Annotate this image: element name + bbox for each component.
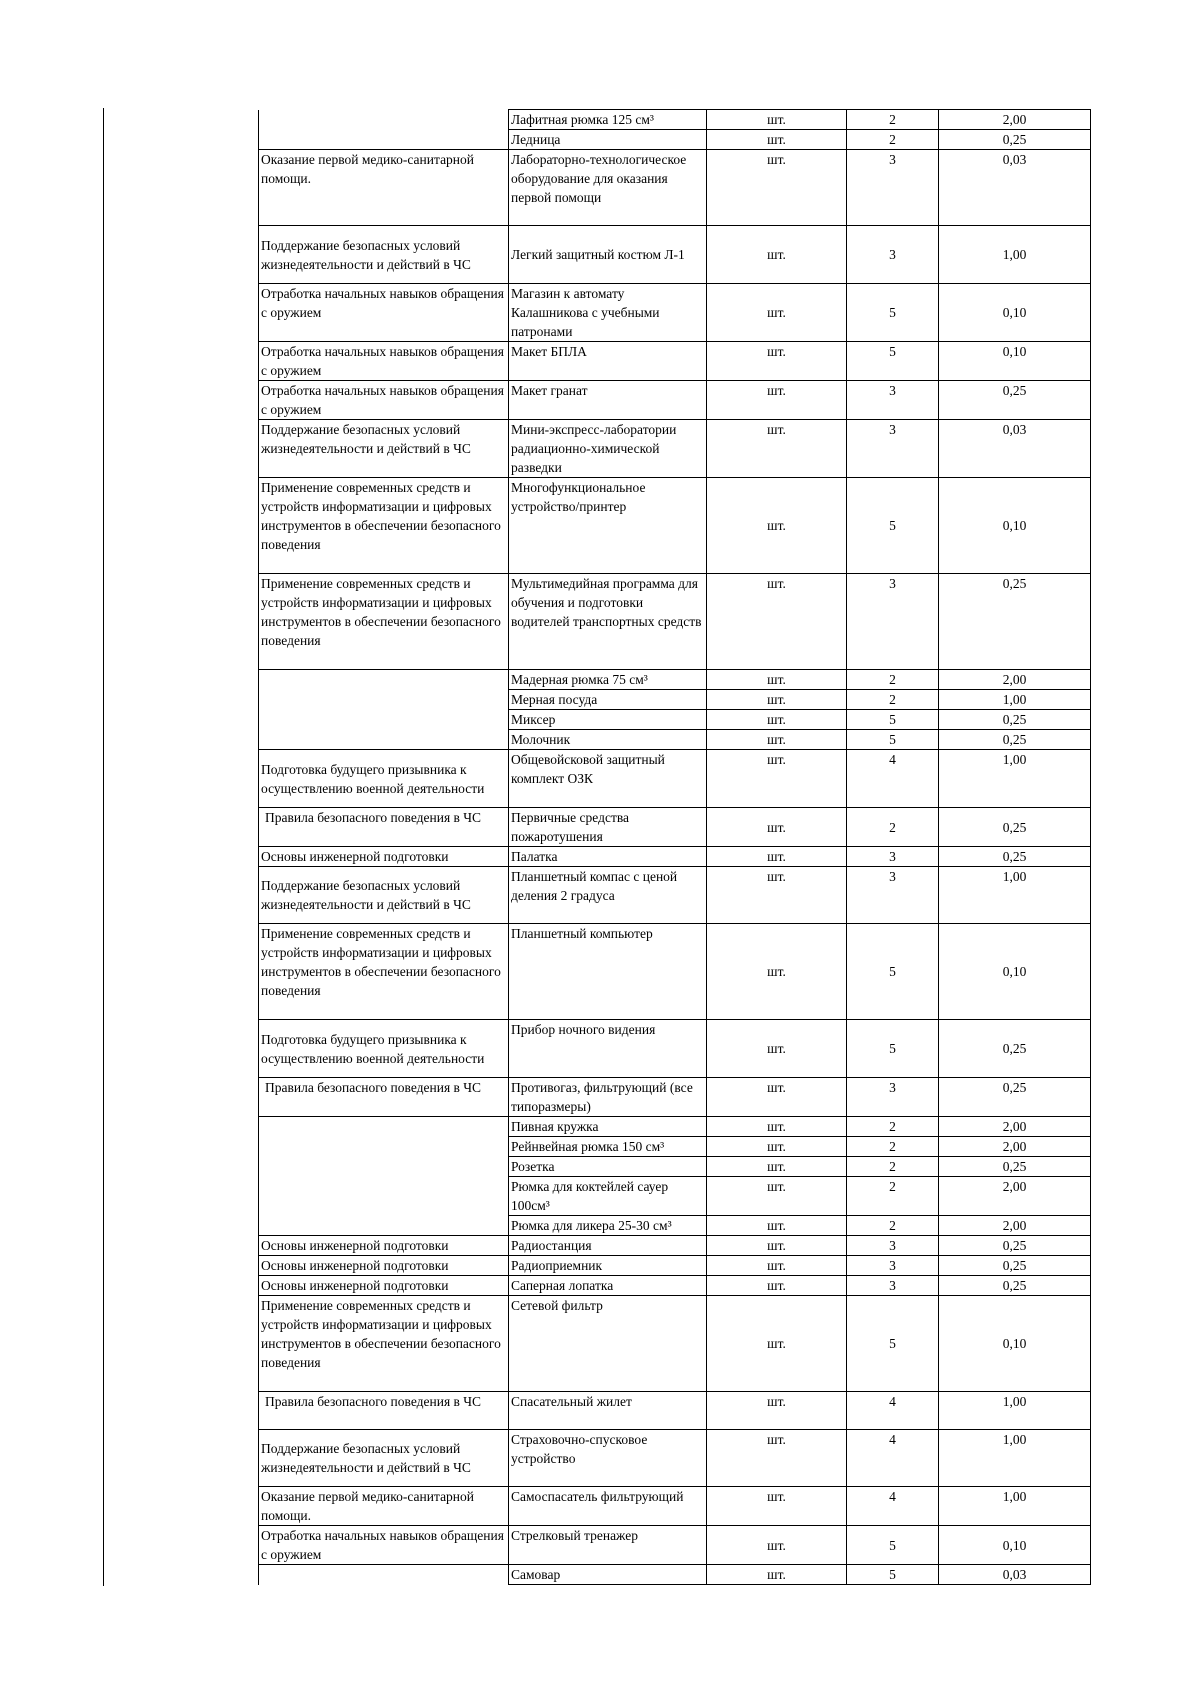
unit-cell: шт. (707, 342, 847, 381)
item-cell: Легкий защитный костюм Л-1 (509, 226, 707, 284)
unit-cell: шт. (707, 284, 847, 342)
unit-cell: шт. (707, 847, 847, 867)
item-cell: Мини-экспресс-лаборатории радиационно-химической разведки (509, 420, 707, 478)
item-cell: Пивная кружка (509, 1117, 707, 1137)
level-cell: 3 (847, 847, 939, 867)
item-cell: Планшетный компьютер (509, 924, 707, 1020)
table-row (259, 1430, 1091, 1487)
level-cell: 4 (847, 750, 939, 808)
section-cell: Поддержание безопасных условий жизнедеятельности и действий в ЧС (259, 226, 509, 284)
table-row (259, 110, 1091, 130)
table-row (259, 1137, 1091, 1157)
left-margin-rule (103, 108, 104, 1586)
norm-cell: 0,25 (939, 381, 1091, 420)
section-cell: Отработка начальных навыков обращения с оружием (259, 1526, 509, 1565)
norm-cell: 0,10 (939, 342, 1091, 381)
item-cell: Магазин к автомату Калашникова с учебными патронами (509, 284, 707, 342)
unit-cell: шт. (707, 750, 847, 808)
table-row (259, 574, 1091, 670)
section-cell (259, 1177, 509, 1216)
item-cell: Палатка (509, 847, 707, 867)
section-cell: Применение современных средств и устройств информатизации и цифровых инструментов в обеспечении безопасного поведения (259, 574, 509, 670)
norm-cell: 1,00 (939, 750, 1091, 808)
level-cell: 5 (847, 284, 939, 342)
section-cell: Оказание первой медико-санитарной помощи. (259, 150, 509, 226)
item-cell: Прибор ночного видения (509, 1020, 707, 1078)
unit-cell: шт. (707, 110, 847, 130)
section-cell: Подготовка будущего призывника к осуществлению военной деятельности (259, 750, 509, 808)
item-cell: Радиостанция (509, 1236, 707, 1256)
unit-cell: шт. (707, 1526, 847, 1565)
unit-cell: шт. (707, 1137, 847, 1157)
unit-cell: шт. (707, 420, 847, 478)
unit-cell: шт. (707, 670, 847, 690)
level-cell: 5 (847, 478, 939, 574)
unit-cell: шт. (707, 381, 847, 420)
unit-cell: шт. (707, 1216, 847, 1236)
norm-cell: 2,00 (939, 1117, 1091, 1137)
unit-cell: шт. (707, 130, 847, 150)
table-row (259, 1296, 1091, 1392)
unit-cell: шт. (707, 1117, 847, 1137)
level-cell: 2 (847, 130, 939, 150)
section-cell: Правила безопасного поведения в ЧС (259, 1078, 509, 1117)
table-row (259, 1565, 1091, 1585)
level-cell: 2 (847, 1117, 939, 1137)
item-cell: Самоспасатель фильтрующий (509, 1487, 707, 1526)
item-cell: Радиоприемник (509, 1256, 707, 1276)
level-cell: 2 (847, 1177, 939, 1216)
table-row (259, 1177, 1091, 1216)
section-cell: Правила безопасного поведения в ЧС (259, 1392, 509, 1430)
norm-cell: 0,25 (939, 808, 1091, 847)
norm-cell: 2,00 (939, 1137, 1091, 1157)
level-cell: 4 (847, 1487, 939, 1526)
norm-cell: 0,03 (939, 420, 1091, 478)
unit-cell: шт. (707, 1256, 847, 1276)
level-cell: 5 (847, 924, 939, 1020)
norm-cell: 0,25 (939, 1276, 1091, 1296)
item-cell: Мерная посуда (509, 690, 707, 710)
section-cell (259, 1157, 509, 1177)
table-row (259, 808, 1091, 847)
norm-cell: 0,25 (939, 710, 1091, 730)
norm-cell: 1,00 (939, 1430, 1091, 1487)
level-cell: 2 (847, 1137, 939, 1157)
item-cell: Рюмка для коктейлей сауер 100см³ (509, 1177, 707, 1216)
norm-cell: 0,25 (939, 130, 1091, 150)
unit-cell: шт. (707, 1487, 847, 1526)
norm-cell: 1,00 (939, 1392, 1091, 1430)
unit-cell: шт. (707, 730, 847, 750)
level-cell: 4 (847, 1430, 939, 1487)
norm-cell: 0,10 (939, 1296, 1091, 1392)
norm-cell: 0,10 (939, 284, 1091, 342)
norm-cell: 0,25 (939, 1256, 1091, 1276)
norm-cell: 1,00 (939, 867, 1091, 924)
unit-cell: шт. (707, 574, 847, 670)
unit-cell: шт. (707, 478, 847, 574)
item-cell: Лабораторно-технологическое оборудование для оказания первой помощи (509, 150, 707, 226)
section-cell (259, 710, 509, 730)
item-cell: Макет гранат (509, 381, 707, 420)
unit-cell: шт. (707, 1157, 847, 1177)
unit-cell: шт. (707, 1392, 847, 1430)
table-row (259, 1487, 1091, 1526)
table-row (259, 342, 1091, 381)
table-row (259, 924, 1091, 1020)
section-cell (259, 1137, 509, 1157)
item-cell: Макет БПЛА (509, 342, 707, 381)
norm-cell: 1,00 (939, 690, 1091, 710)
item-cell: Саперная лопатка (509, 1276, 707, 1296)
section-cell (259, 730, 509, 750)
table-row (259, 750, 1091, 808)
table-row (259, 1117, 1091, 1137)
table-row (259, 478, 1091, 574)
section-cell: Подготовка будущего призывника к осуществлению военной деятельности (259, 1020, 509, 1078)
level-cell: 3 (847, 867, 939, 924)
section-cell: Поддержание безопасных условий жизнедеятельности и действий в ЧС (259, 1430, 509, 1487)
unit-cell: шт. (707, 710, 847, 730)
level-cell: 2 (847, 808, 939, 847)
table-row (259, 1020, 1091, 1078)
item-cell: Рюмка для ликера 25-30 см³ (509, 1216, 707, 1236)
item-cell: Розетка (509, 1157, 707, 1177)
section-cell: Правила безопасного поведения в ЧС (259, 808, 509, 847)
level-cell: 4 (847, 1392, 939, 1430)
item-cell: Противогаз, фильтрующий (все типоразмеры) (509, 1078, 707, 1117)
section-cell: Основы инженерной подготовки (259, 1236, 509, 1256)
table-row (259, 284, 1091, 342)
table-row (259, 226, 1091, 284)
unit-cell: шт. (707, 867, 847, 924)
norm-cell: 0,25 (939, 730, 1091, 750)
section-cell: Отработка начальных навыков обращения с оружием (259, 342, 509, 381)
section-cell (259, 110, 509, 130)
level-cell: 2 (847, 690, 939, 710)
section-cell: Основы инженерной подготовки (259, 847, 509, 867)
level-cell: 5 (847, 710, 939, 730)
item-cell: Мультимедийная программа для обучения и подготовки водителей транспортных средств (509, 574, 707, 670)
equipment-table (258, 109, 1091, 1585)
unit-cell: шт. (707, 1236, 847, 1256)
norm-cell: 0,03 (939, 150, 1091, 226)
section-cell: Отработка начальных навыков обращения с оружием (259, 381, 509, 420)
unit-cell: шт. (707, 1078, 847, 1117)
norm-cell: 2,00 (939, 1216, 1091, 1236)
section-cell (259, 130, 509, 150)
unit-cell: шт. (707, 226, 847, 284)
section-cell (259, 690, 509, 710)
item-cell: Спасательный жилет (509, 1392, 707, 1430)
section-cell: Применение современных средств и устройств информатизации и цифровых инструментов в обеспечении безопасного поведения (259, 924, 509, 1020)
section-cell: Основы инженерной подготовки (259, 1276, 509, 1296)
section-cell (259, 1216, 509, 1236)
level-cell: 2 (847, 110, 939, 130)
level-cell: 3 (847, 1236, 939, 1256)
level-cell: 3 (847, 150, 939, 226)
level-cell: 2 (847, 1157, 939, 1177)
table-row (259, 1078, 1091, 1117)
section-cell: Оказание первой медико-санитарной помощи. (259, 1487, 509, 1526)
table-row (259, 1216, 1091, 1236)
section-cell (259, 670, 509, 690)
norm-cell: 0,10 (939, 1526, 1091, 1565)
level-cell: 3 (847, 574, 939, 670)
table-row (259, 730, 1091, 750)
table-row (259, 690, 1091, 710)
norm-cell: 1,00 (939, 226, 1091, 284)
table-row (259, 150, 1091, 226)
section-cell: Применение современных средств и устройств информатизации и цифровых инструментов в обеспечении безопасного поведения (259, 1296, 509, 1392)
table-row (259, 381, 1091, 420)
unit-cell: шт. (707, 1177, 847, 1216)
unit-cell: шт. (707, 690, 847, 710)
norm-cell: 1,00 (939, 1487, 1091, 1526)
level-cell: 5 (847, 1526, 939, 1565)
section-cell (259, 1117, 509, 1137)
level-cell: 3 (847, 1078, 939, 1117)
level-cell: 2 (847, 670, 939, 690)
norm-cell: 0,25 (939, 1236, 1091, 1256)
norm-cell: 0,25 (939, 1157, 1091, 1177)
section-cell (259, 1565, 509, 1585)
norm-cell: 0,03 (939, 1565, 1091, 1585)
item-cell: Общевойсковой защитный комплект ОЗК (509, 750, 707, 808)
item-cell: Стрелковый тренажер (509, 1526, 707, 1565)
unit-cell: шт. (707, 1430, 847, 1487)
item-cell: Сетевой фильтр (509, 1296, 707, 1392)
table-row (259, 670, 1091, 690)
level-cell: 3 (847, 420, 939, 478)
unit-cell: шт. (707, 1296, 847, 1392)
level-cell: 2 (847, 1216, 939, 1236)
norm-cell: 0,25 (939, 847, 1091, 867)
table-row (259, 847, 1091, 867)
item-cell: Планшетный компас с ценой деления 2 градуса (509, 867, 707, 924)
norm-cell: 0,10 (939, 478, 1091, 574)
unit-cell: шт. (707, 1276, 847, 1296)
unit-cell: шт. (707, 1020, 847, 1078)
item-cell: Страховочно-спусковое устройство (509, 1430, 707, 1487)
table-row (259, 1276, 1091, 1296)
table-row (259, 420, 1091, 478)
table-row (259, 130, 1091, 150)
section-cell: Поддержание безопасных условий жизнедеятельности и действий в ЧС (259, 867, 509, 924)
table-row (259, 1526, 1091, 1565)
level-cell: 5 (847, 730, 939, 750)
table-row (259, 867, 1091, 924)
table-row (259, 1256, 1091, 1276)
table-row (259, 1236, 1091, 1256)
level-cell: 5 (847, 342, 939, 381)
section-cell: Применение современных средств и устройств информатизации и цифровых инструментов в обеспечении безопасного поведения (259, 478, 509, 574)
norm-cell: 2,00 (939, 110, 1091, 130)
level-cell: 3 (847, 381, 939, 420)
unit-cell: шт. (707, 150, 847, 226)
level-cell: 3 (847, 1276, 939, 1296)
item-cell: Первичные средства пожаротушения (509, 808, 707, 847)
norm-cell: 2,00 (939, 1177, 1091, 1216)
table-row (259, 1392, 1091, 1430)
item-cell: Молочник (509, 730, 707, 750)
section-cell: Отработка начальных навыков обращения с оружием (259, 284, 509, 342)
norm-cell: 0,25 (939, 574, 1091, 670)
item-cell: Мадерная рюмка 75 см³ (509, 670, 707, 690)
norm-cell: 0,25 (939, 1078, 1091, 1117)
section-cell: Поддержание безопасных условий жизнедеятельности и действий в ЧС (259, 420, 509, 478)
level-cell: 5 (847, 1565, 939, 1585)
norm-cell: 2,00 (939, 670, 1091, 690)
norm-cell: 0,10 (939, 924, 1091, 1020)
level-cell: 5 (847, 1020, 939, 1078)
item-cell: Миксер (509, 710, 707, 730)
unit-cell: шт. (707, 924, 847, 1020)
unit-cell: шт. (707, 808, 847, 847)
table-row (259, 1157, 1091, 1177)
level-cell: 3 (847, 1256, 939, 1276)
item-cell: Рейнвейная рюмка 150 см³ (509, 1137, 707, 1157)
item-cell: Самовар (509, 1565, 707, 1585)
table-row (259, 710, 1091, 730)
level-cell: 3 (847, 226, 939, 284)
level-cell: 5 (847, 1296, 939, 1392)
item-cell: Многофункциональное устройство/принтер (509, 478, 707, 574)
item-cell: Ледница (509, 130, 707, 150)
item-cell: Лафитная рюмка 125 см³ (509, 110, 707, 130)
section-cell: Основы инженерной подготовки (259, 1256, 509, 1276)
norm-cell: 0,25 (939, 1020, 1091, 1078)
unit-cell: шт. (707, 1565, 847, 1585)
